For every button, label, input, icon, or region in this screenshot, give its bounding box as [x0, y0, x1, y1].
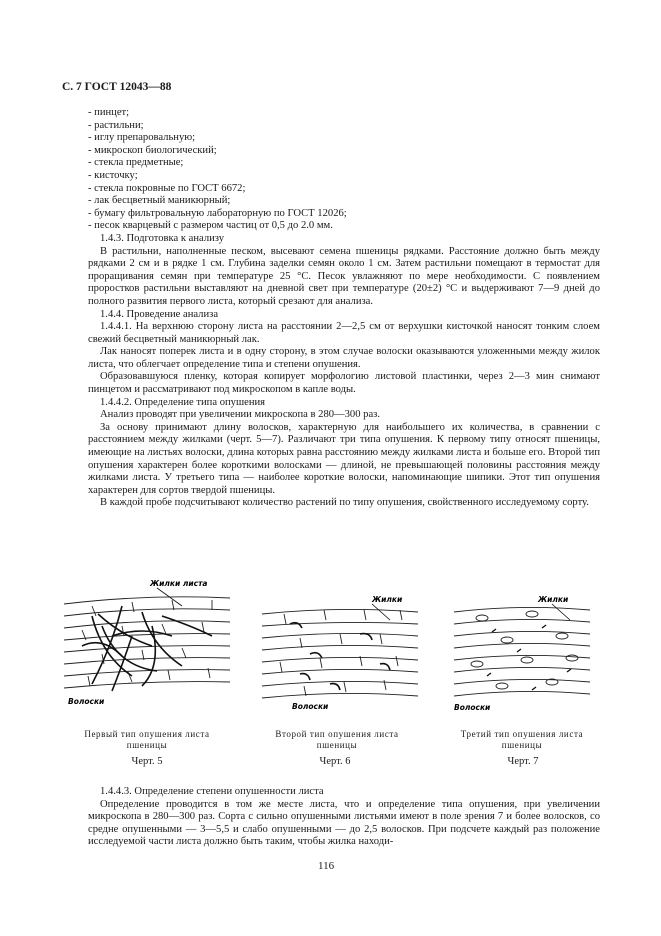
list-item: - пинцет; — [88, 107, 130, 118]
list-item: - иглу препаровальную; — [88, 132, 196, 144]
paragraph: 1.4.4.1. На верхнюю сторону листа на расстоянии 2—2,5 см от верхушки кисточкой наносят тонким слоем свежий бесцветный маникюрный лак. — [88, 321, 600, 345]
paragraph: В растильни, наполненные песком, высевают семена пшеницы рядками. Расстояние должно быть между рядками 2 см и в рядке 1 см. Глубина заделки семян около 1 см. Затем растильни помещают в термостат для проращивания семян при температуре 25 °С. Песок увлажняют по мере необходимости. С появлением проростков растильни выставляют на дневной свет при температуре (20±2) °С и выдерживают 7—9 дней до полного развития первого листа, который срезают для анализа. — [88, 245, 600, 307]
paragraph: За основу принимают длину волосков, характерную для наибольшего их количества, в сравнении с расстоянием между жилками (черт. 5—7). Различают три типа опушения. К первому типу относят пшеницы, имеющие на листьях волоски, длина которых равна расстоянию между жилками листа и больше его. Второй тип опушения характерен более короткими волосками — длиной, не превышающей половины расстояния между жилками листа. У третьего типа — наиболее короткие волоски, напоминающие шипики. Этот тип опушения характерен для сортов твердой пшеницы. — [88, 421, 600, 496]
figure-label-veins: Жилки — [538, 595, 569, 604]
figure-caption: Второй тип опушения листа пшеницы — [275, 729, 399, 750]
figure-label-hairs: Волоски — [68, 697, 105, 706]
leaf-hairs-type-2-drawing — [260, 594, 420, 714]
figure-label-veins: Жилки листа — [150, 579, 208, 588]
list-item: - стекла покровные по ГОСТ 6672; — [88, 182, 246, 194]
page-number: 116 — [318, 860, 335, 872]
figure-number: Черт. 6 — [319, 756, 351, 767]
paragraph: Лак наносят поперек листа и в одну сторону, в этом случае волоски оказываются уложенными между жилок листа, что облегчает определение типа и степени опушения. — [88, 346, 600, 370]
list-item: - микроскоп биологический; — [88, 144, 217, 156]
section-heading: 1.4.3. Подготовка к анализу — [100, 232, 225, 244]
figure-type-3 — [452, 592, 592, 724]
page-header: С. 7 ГОСТ 12043—88 — [62, 81, 172, 93]
figure-label-veins: Жилки — [372, 595, 403, 604]
list-item: - лак бесцветный маникюрный; — [88, 195, 231, 207]
list-item: - песок кварцевый с размером частиц от 0,5 до 2.0 мм. — [88, 220, 333, 232]
section-heading: 1.4.4. Проведение анализа — [100, 308, 219, 320]
figure-type-1 — [62, 576, 232, 708]
leaf-hairs-type-1-drawing — [62, 576, 232, 708]
leaf-hairs-type-3-drawing — [452, 592, 592, 724]
section-heading: 1.4.4.3. Определение степени опушенности листа — [100, 786, 324, 797]
figure-number: Черт. 7 — [507, 756, 539, 767]
body-text — [88, 107, 600, 510]
paragraph: Образовавшуюся пленку, которая копирует морфологию листовой пластинки, через 2—3 мин снимают пинцетом и рассматривают под микроскопом в капле воды. — [88, 371, 600, 396]
body-text-continued — [88, 786, 600, 849]
section-heading: 1.4.4.2. Определение типа опушения — [100, 396, 266, 408]
list-item: - стекла предметные; — [88, 157, 184, 169]
paragraph: Определение проводится в том же месте листа, что и определение типа опушения, при увеличении микроскопа в 280—300 раз. Сорта с сильно опушенными листьями имеют в поле зрения 7 и более волосков, со средне опушенными — 3—5,5 и слабо опушенными — до 2,5 волосков. При подсчете каждый раз положение исследуемой части листа должно быть таким, чтобы жилка находи- — [88, 798, 600, 848]
paragraph: В каждой пробе подсчитывают количество растений по типу опушения, свойственного исследуемому сорту. — [100, 497, 589, 509]
list-item: - растильни; — [88, 119, 144, 131]
list-item: - бумагу фильтровальную лабораторную по ГОСТ 12026; — [88, 207, 347, 219]
figure-type-2 — [260, 594, 420, 714]
figure-number: Черт. 5 — [131, 756, 163, 767]
figure-label-hairs: Волоски — [454, 703, 491, 712]
figure-label-hairs: Волоски — [292, 702, 329, 711]
equipment-list — [88, 107, 600, 233]
figure-caption: Первый тип опушения листа пшеницы — [84, 729, 210, 750]
list-item: - кисточку; — [88, 169, 138, 181]
figure-caption: Третий тип опушения листа пшеницы — [460, 729, 584, 750]
paragraph: Анализ проводят при увеличении микроскопа в 280—300 раз. — [100, 409, 381, 421]
